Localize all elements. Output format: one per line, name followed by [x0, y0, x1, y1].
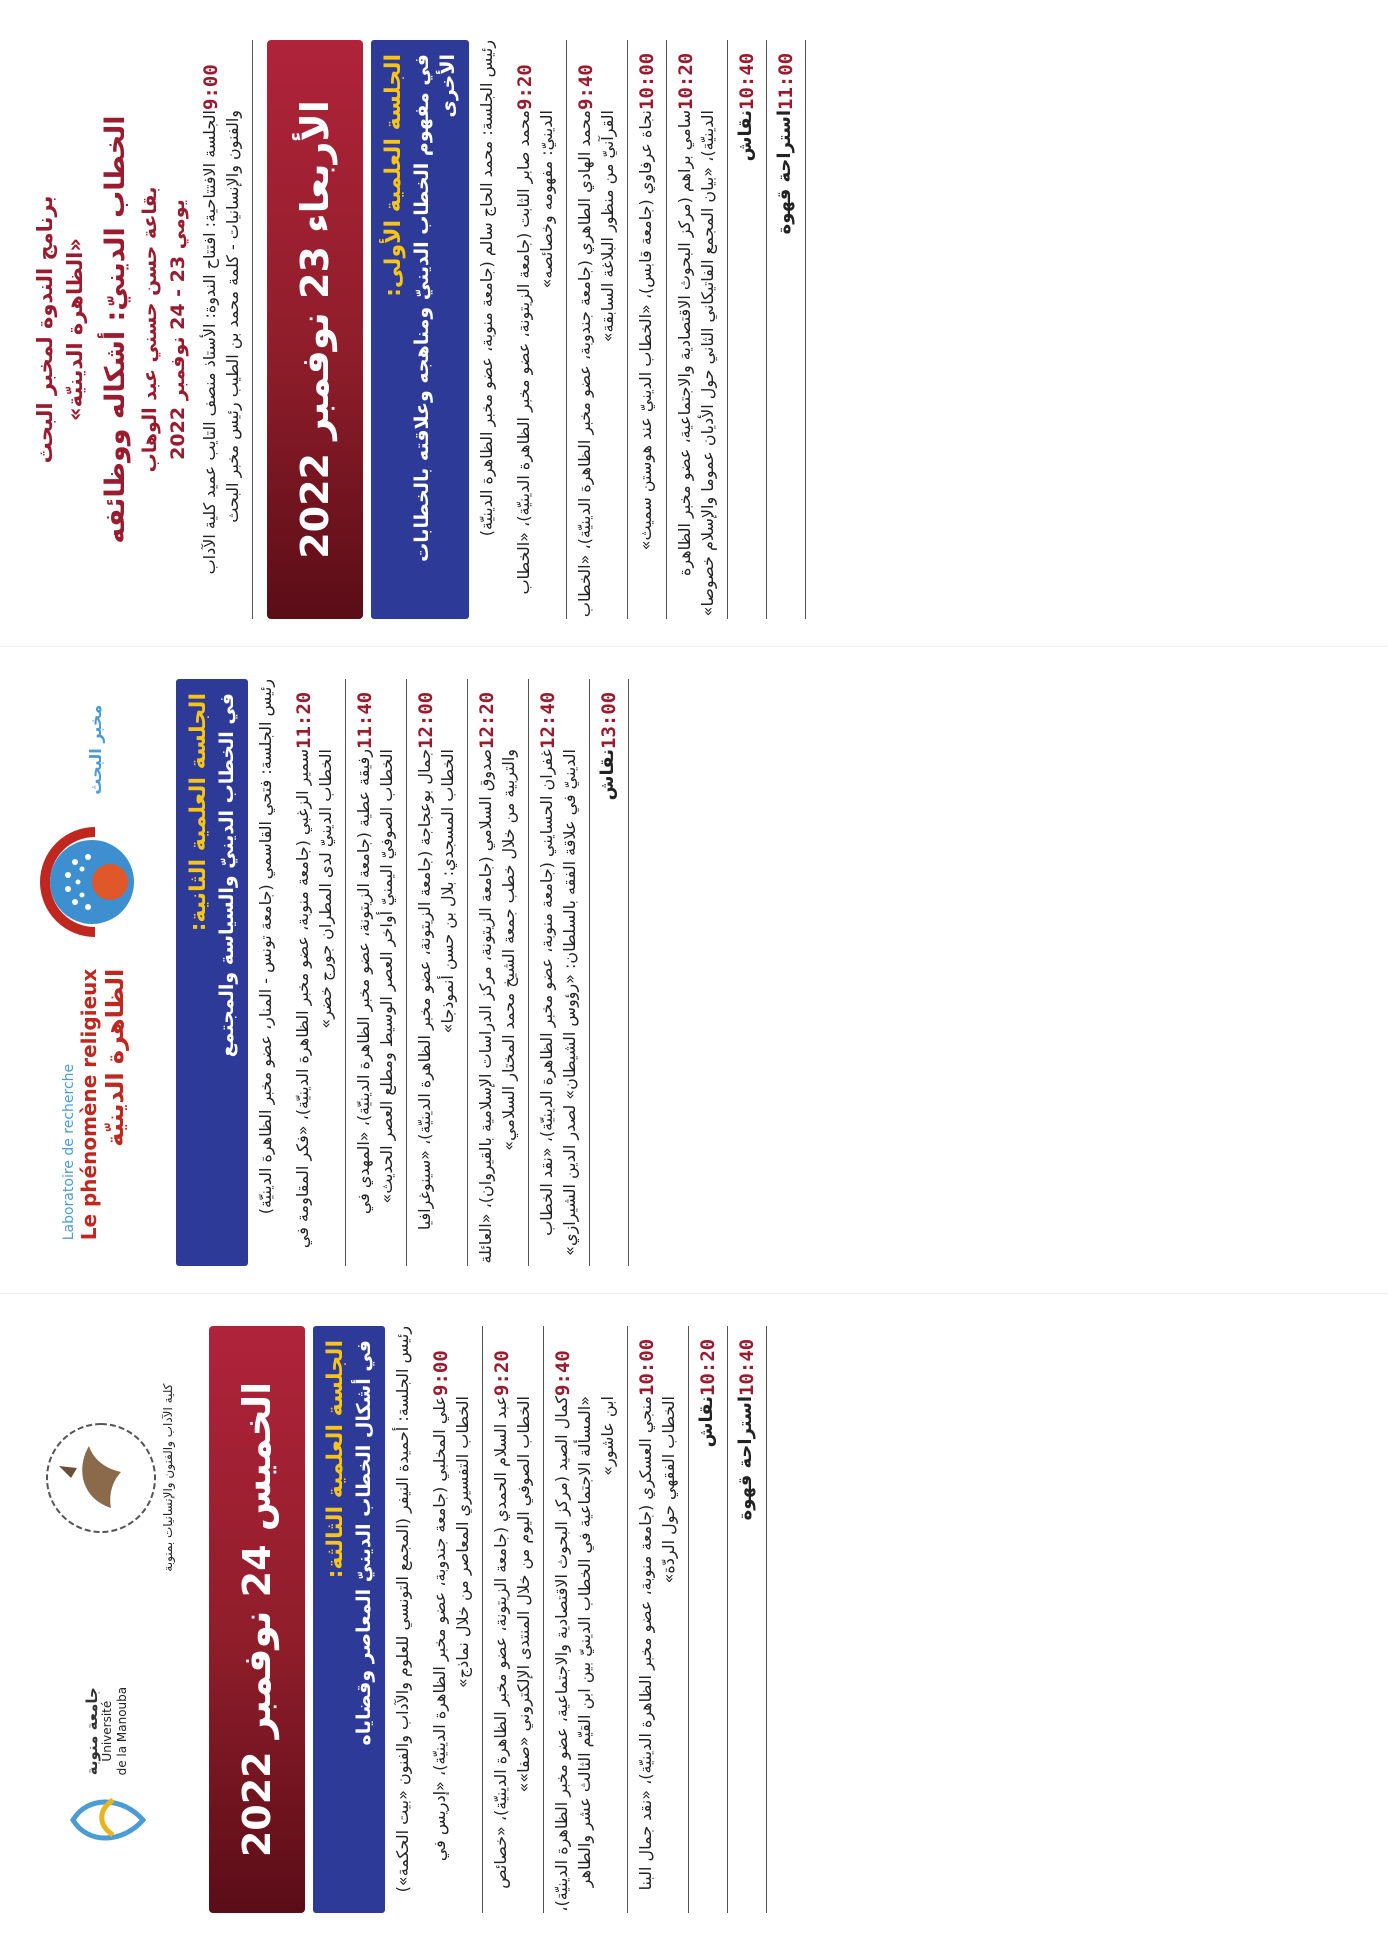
faculty-logo — [41, 1384, 175, 1572]
session-chair: رئيس الجلسة: محمد الحاج سالم (جامعة منوبة، عضو مخبر الظاهرة الدينيّة) — [477, 40, 496, 537]
talk-text: استراحة قهوة — [735, 1396, 756, 1521]
lab-fr-line-2: Le phénomène religieux — [77, 968, 101, 1241]
talk-text: غفران الحسايني (جامعة منوبة، عضو مخبر الظاهرة الدينيّة)، «نقد الخطاب الدينيّ في علاقة الفقه بالسلطان: «رؤوس الشيطان» لصدر الدين الشيرازي» — [537, 749, 579, 1256]
schedule-row — [468, 679, 529, 1266]
lab-logo-block — [20, 679, 170, 1266]
lab-fr-line-1: Laboratoire de recherche — [61, 1063, 77, 1241]
talk-text: عبد السلام الحمدي (جامعة الزيتونة، عضو مخبر الظاهرة الدينيّة)، «خصائص الخطاب الصوفي اليوم من خلال المنتدى الإلكتروني «صفا»» — [491, 1396, 533, 1889]
schedule-row — [628, 40, 667, 619]
faculty-emblem-icon — [41, 1418, 161, 1538]
session-title: الجلسة العلمية الثانية: — [186, 693, 211, 932]
schedule-row — [767, 40, 806, 619]
schedule-row — [728, 40, 767, 619]
opening-session — [192, 40, 253, 619]
time-label: 11:20 — [293, 691, 315, 749]
time-label: 9:40 — [552, 1350, 574, 1396]
session-subtitle: في مفهوم الخطاب الدينيّ ومناهجه وعلاقته بالخطابات الأخرى — [411, 54, 459, 562]
session-subtitle: في أشكال الخطاب الدينيّ المعاصر وقضاياه — [353, 1340, 375, 1746]
time-label: 10:00 — [636, 1338, 658, 1396]
talk-text: نقاش — [597, 749, 618, 801]
schedule-row — [407, 679, 468, 1266]
session-chair: رئيس الجلسة: فتحي القاسمي (جامعة تونس - المنار، عضو مخبر الظاهرة الدينيّة) — [256, 679, 275, 1215]
lab-name-ar: الظاهرة الدينيّة — [101, 968, 129, 1147]
schedule-row — [567, 40, 628, 619]
schedule-row — [544, 1326, 628, 1913]
schedule-row — [529, 679, 590, 1266]
time-label: 10:00 — [636, 52, 658, 110]
university-name-fr-2: de la Manouba — [115, 1686, 129, 1776]
schedule-row — [483, 1326, 544, 1913]
intro-line-1: برنامج الندوة لمخبر البحث — [33, 195, 57, 464]
session-banner — [371, 40, 469, 619]
lab-label-ar: مخبر البحث — [85, 704, 105, 795]
day-banner: الخميس 24 نوفمبر 2022 — [209, 1326, 305, 1913]
talk-text: سامي براهم (مركز البحوث الاقتصادية والاجتماعية، عضو مخبر الظاهرة الدينيّة)، «بيان المجمع الفاتيكاني الثاني حول الأديان عموما والإسلام خصوصا» — [675, 110, 717, 617]
talk-text: جمال بوعجاجة (جامعة الزيتونة، عضو مخبر الظاهرة الدينيّة)، «سينوغرافيا الخطاب المسجدي: بلال بن حسن أنموذجا» — [415, 749, 457, 1231]
schedule-row — [346, 679, 407, 1266]
talk-text: نجاة عرفاوي (جامعة قابس)، «الخطاب الدينيّ عند هوستن سميث» — [636, 110, 655, 551]
time-label: 9:20 — [514, 64, 536, 110]
session-title: الجلسة العلمية الثالثة: — [323, 1340, 348, 1579]
schedule-row — [422, 1326, 483, 1913]
panel-day-two — [0, 1294, 1388, 1941]
dates: يومي 23 - 24 نوفمبر 2022 — [167, 199, 189, 460]
schedule-row — [689, 1326, 728, 1913]
schedule-row — [506, 40, 567, 619]
talk-text: سمير الزغبي (جامعة منوبة، عضو مخبر الظاهرة الدينيّة)، «فكر المقاومة في الخطاب الدينيّ لدى المطران جورج خضر» — [293, 749, 335, 1249]
schedule-row — [628, 1326, 689, 1913]
time-label: 11:00 — [775, 52, 797, 110]
schedule-row — [667, 40, 728, 619]
panel-day-one — [0, 0, 1388, 647]
time-label: 12:00 — [415, 691, 437, 749]
talk-text: كمال الصيد (مركز البحوث الاقتصادية والاجتماعية، عضو مخبر الظاهرة الدينيّة)، «المسألة الاجتماعية في الخطاب الدينيّ بين ابن القيّم الثالث عشر والطاهر ابن عاشور» — [552, 1396, 617, 1912]
programme-intro — [30, 40, 192, 619]
talk-text: استراحة قهوة — [774, 110, 795, 235]
lab-name-fr — [61, 969, 129, 1241]
time-label: 13:00 — [598, 691, 620, 749]
university-logo — [63, 1687, 153, 1856]
session-banner — [313, 1326, 385, 1913]
talk-text: الجلسة الافتتاحية: افتتاح الندوة: الأستاذ منصف التايب عميد كلية الآداب والفنون والإنسانيات - كلمة محمد بن الطيب رئيس مخبر البحث — [200, 110, 242, 575]
time-label: 9:00 — [430, 1350, 452, 1396]
session-chair: رئيس الجلسة: أحميدة النيفر (المجمع التونسي للعلوم والآداب والفنون «بيت الحكمة») — [393, 1326, 412, 1893]
time-label: 12:40 — [537, 691, 559, 749]
time-label: 10:40 — [736, 52, 758, 110]
time-label: 9:00 — [200, 64, 222, 110]
time-label: 11:40 — [354, 691, 376, 749]
time-label: 10:20 — [675, 52, 697, 110]
time-label: 10:20 — [697, 1338, 719, 1396]
university-names — [85, 1687, 130, 1776]
session-subtitle: في الخطاب الدينيّ والسياسة والمجتمع — [216, 693, 238, 1058]
panel-day-one-second — [0, 647, 1388, 1294]
schedule-row — [728, 1326, 767, 1913]
talk-text: منجي العسكري (جامعة منوبة، عضو مخبر الظاهرة الدينيّة)، «نقد جمال البنا الخطاب الفقهي حول الردّة» — [636, 1396, 678, 1891]
logo-strip — [20, 1326, 195, 1913]
university-emblem-icon — [63, 1785, 153, 1855]
talk-text: رفيقة عطية (جامعة الزيتونة، عضو مخبر الظاهرة الدينيّة)، «المهدي في الخطاب الصوفيّ اليمنيّ أواخر العصر الوسيط ومطلع العصر الحديث» — [354, 749, 396, 1215]
university-name-fr-1: Université — [100, 1700, 114, 1762]
time-label: 9:20 — [491, 1350, 513, 1396]
time-label: 12:20 — [476, 691, 498, 749]
talk-text: علي المخلبي (جامعة جندوبة، عضو مخبر الظاهرة الدينيّة)، «إدريس في الخطاب التفسيري المعاصر من خلال نماذج» — [430, 1396, 472, 1862]
lab-emblem-icon — [30, 817, 160, 947]
talk-text: محمد صابر الثابت (جامعة الزيتونة، عضو مخبر الظاهرة الدينيّة)، «الخطاب الدينيّ: مفهومه وخصائصه» — [514, 110, 556, 595]
university-name-ar: جامعة منوبة — [83, 1687, 101, 1776]
intro-line-2: «الظاهرة الدينيّة» — [63, 238, 87, 421]
talk-text: نقاش — [735, 110, 756, 162]
talk-text: صدوق السلامي (جامعة الزيتونة، مركز الدراسات الإسلامية بالقيروان)، «العائلة والتربية من خلال خطب جمعة الشيخ محمد المختار السلامي» — [476, 749, 518, 1264]
session-title: الجلسة العلمية الأولى: — [381, 54, 406, 297]
schedule-row — [590, 679, 629, 1266]
venue: بقاعة حسن حسني عبد الوهاب — [139, 186, 161, 473]
day-banner: الأربعاء 23 نوفمبر 2022 — [267, 40, 363, 619]
colloquium-title: الخطاب الدينيّ: أشكاله ووظائفه — [100, 115, 131, 544]
time-label: 9:40 — [575, 64, 597, 110]
session-banner — [176, 679, 248, 1266]
schedule-row — [285, 679, 346, 1266]
faculty-name: كلية الآداب والفنون والإنسانيات بمنوبة — [160, 1383, 175, 1572]
time-label: 10:40 — [736, 1338, 758, 1396]
talk-text: نقاش — [696, 1396, 717, 1448]
talk-text: محمد الهادي الطاهري (جامعة جندوبة، عضو مخبر الظاهرة الدينيّة)، «الخطاب القرآنيّ من منظور البلاغة السابقة» — [575, 110, 617, 618]
